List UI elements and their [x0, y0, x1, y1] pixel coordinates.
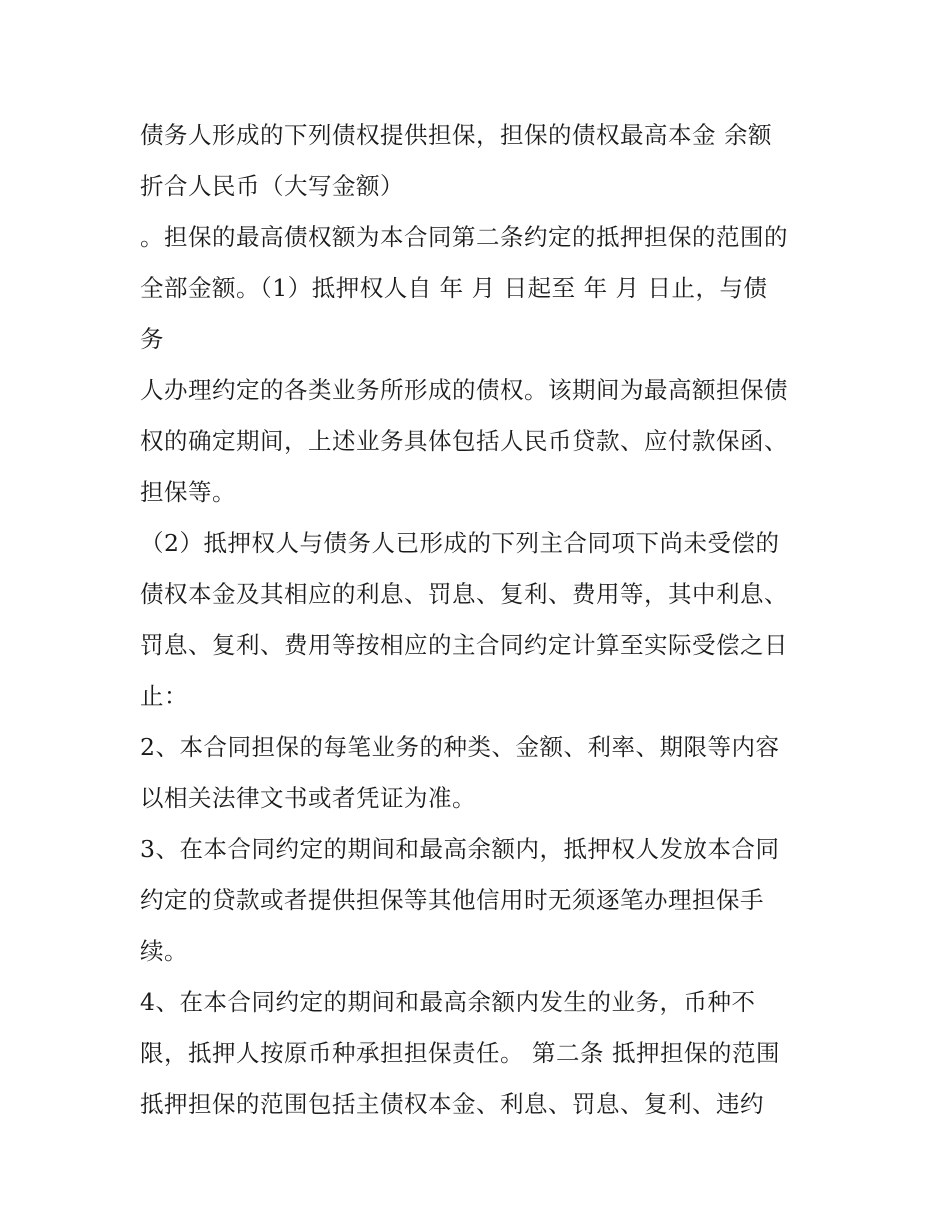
- text-line: 罚息、复利、费用等按相应的主合同约定计算至实际受偿之日: [140, 631, 788, 659]
- text-line: 人办理约定的各类业务所形成的债权。该期间为最高额担保债: [140, 376, 788, 404]
- text-line: 2、本合同担保的每笔业务的种类、金额、利率、期限等内容: [140, 733, 780, 761]
- text-line: 4、在本合同约定的期间和最高余额内发生的业务，币种不: [140, 988, 756, 1016]
- text-line: 止：: [140, 682, 188, 710]
- text-line: （2）抵押权人与债务人已形成的下列主合同项下尚未受偿的: [140, 529, 780, 557]
- text-line: 续。: [140, 937, 188, 965]
- text-line: 全部金额。（1）抵押权人自 年 月 日起至 年 月 日止，与债: [140, 274, 768, 302]
- text-line: 权的确定期间，上述业务具体包括人民币贷款、应付款保函、: [140, 427, 788, 455]
- text-line: 约定的贷款或者提供担保等其他信用时无须逐笔办理担保手: [140, 886, 764, 914]
- text-line: 债务人形成的下列债权提供担保，担保的债权最高本金 余额: [140, 121, 772, 149]
- text-line: 3、在本合同约定的期间和最高余额内，抵押权人发放本合同: [140, 835, 780, 863]
- text-line: 债权本金及其相应的利息、罚息、复利、费用等，其中利息、: [140, 580, 788, 608]
- text-line: 务: [140, 325, 164, 353]
- text-line: 抵押担保的范围包括主债权本金、利息、罚息、复利、违约: [140, 1090, 764, 1118]
- text-line: 担保等。: [140, 478, 236, 506]
- text-line: 折合人民币（大写金额）: [140, 172, 404, 200]
- text-line: 限，抵押人按原币种承担担保责任。 第二条 抵押担保的范围: [140, 1039, 780, 1067]
- text-line: 以相关法律文书或者凭证为准。: [140, 784, 476, 812]
- document-body: [140, 110, 820, 1130]
- text-line: 。担保的最高债权额为本合同第二条约定的抵押担保的范围的: [140, 223, 788, 251]
